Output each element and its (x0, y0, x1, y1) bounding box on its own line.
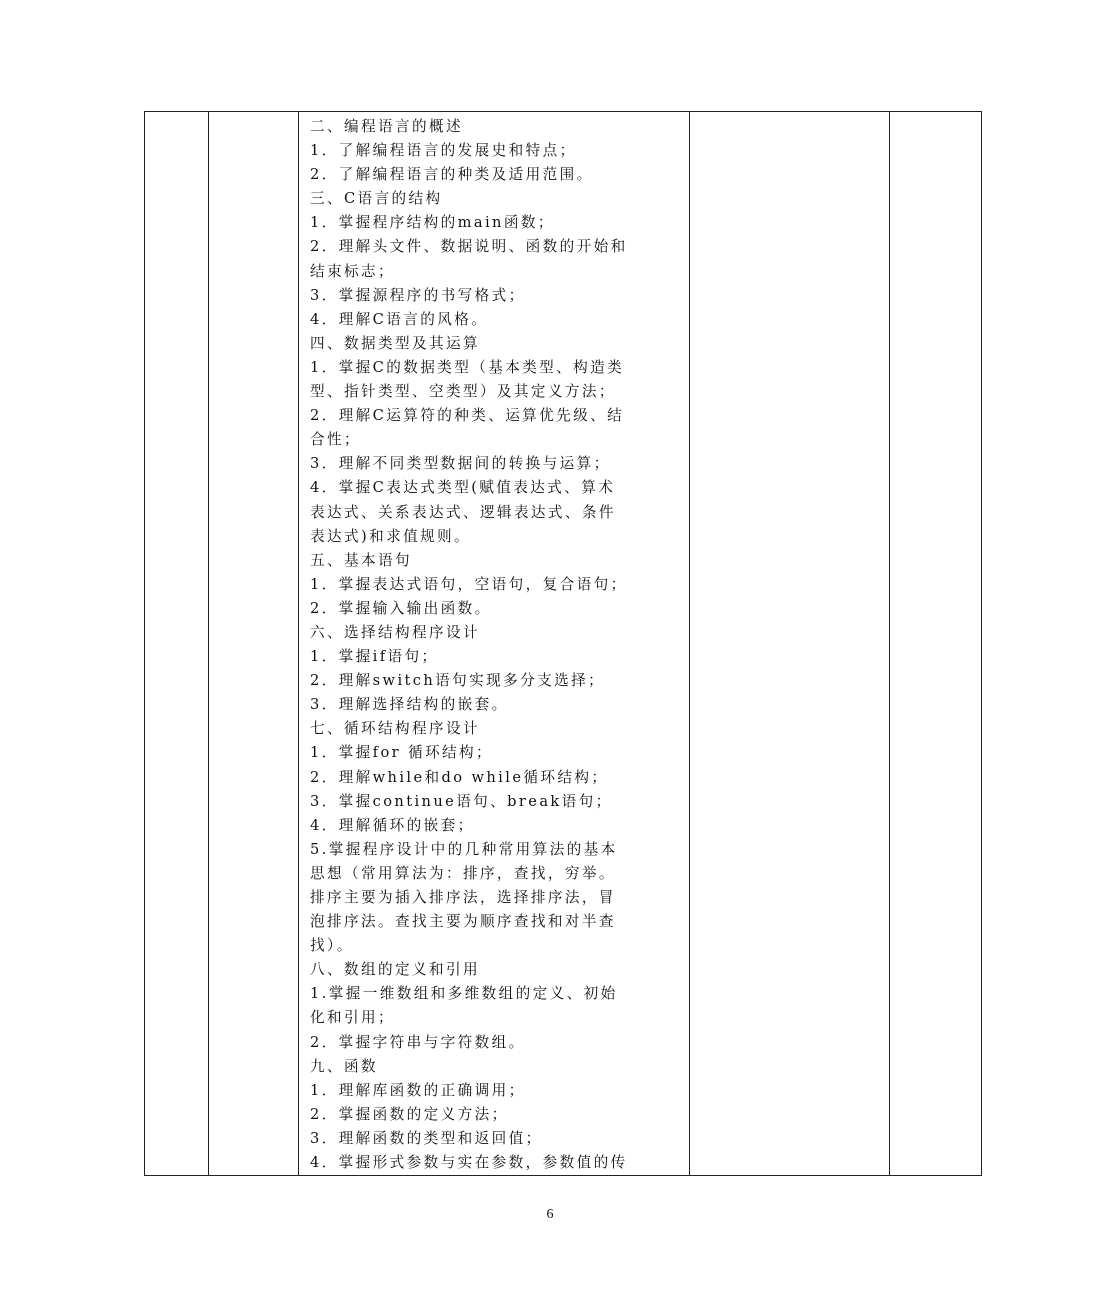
content-line: 泡排序法。查找主要为顺序查找和对半查 (310, 913, 616, 931)
content-line: 排序主要为插入排序法，选择排序法，冒 (310, 889, 616, 906)
content-line: 型、指针类型、空类型）及其定义方法； (310, 383, 616, 401)
content-line: 4．掌握C表达式类型(赋值表达式、算术 (310, 479, 616, 497)
content-line: 3．掌握源程序的书写格式； (310, 286, 526, 304)
content-line: 1．掌握程序结构的main函数； (310, 214, 555, 232)
content-line: 表达式)和求值规则。 (310, 527, 472, 545)
content-line: 3．理解函数的类型和返回值； (310, 1129, 543, 1147)
content-line: 化和引用； (310, 1009, 395, 1027)
content-line: 2．理解头文件、数据说明、函数的开始和 (310, 238, 628, 256)
content-line: 3．理解不同类型数据间的转换与运算； (310, 455, 611, 473)
page-number: 6 (546, 1207, 554, 1222)
content-line: 三、C语言的结构 (310, 190, 443, 208)
content-line: 1．理解库函数的正确调用； (310, 1081, 526, 1099)
content-line: 五、基本语句 (310, 551, 412, 569)
empty-cell-col-1 (145, 112, 209, 1176)
content-lines (310, 115, 681, 1175)
content-line: 1．掌握表达式语句，空语句，复合语句； (310, 575, 628, 593)
content-line: 4．理解循环的嵌套； (310, 816, 475, 834)
table-row (145, 112, 982, 1176)
content-line: 1．了解编程语言的发展史和特点； (310, 142, 577, 160)
content-line: 4．理解C语言的风格。 (310, 310, 489, 328)
content-line: 找）。 (310, 937, 354, 955)
content-line: 4．掌握形式参数与实在参数，参数值的传 (310, 1154, 628, 1172)
empty-cell-col-2 (209, 112, 299, 1176)
content-line: 表达式、关系表达式、逻辑表达式、条件 (310, 503, 616, 521)
content-line: 2．掌握字符串与字符数组。 (310, 1033, 526, 1051)
content-line: 2．了解编程语言的种类及适用范围。 (310, 166, 594, 184)
content-line: 二、编程语言的概述 (310, 118, 463, 135)
syllabus-table (144, 111, 982, 1176)
content-line: 合性； (310, 431, 361, 449)
content-line: 1.掌握一维数组和多维数组的定义、初始 (310, 985, 618, 1003)
content-line: 3．理解选择结构的嵌套。 (310, 696, 509, 714)
content-line: 七、循环结构程序设计 (310, 720, 480, 738)
content-line: 九、函数 (310, 1057, 378, 1075)
content-line: 六、选择结构程序设计 (310, 623, 480, 641)
content-line: 1．掌握C的数据类型（基本类型、构造类 (310, 358, 625, 376)
content-line: 四、数据类型及其运算 (310, 334, 480, 352)
content-line: 5.掌握程序设计中的几种常用算法的基本 (310, 840, 618, 858)
content-line: 八、数组的定义和引用 (310, 961, 480, 979)
content-line: 2．掌握输入输出函数。 (310, 599, 492, 617)
content-line: 2．理解while和do while循环结构； (310, 768, 609, 786)
content-line: 2．理解C运算符的种类、运算优先级、结 (310, 407, 625, 425)
content-line: 1．掌握if语句； (310, 648, 439, 666)
content-cell (299, 112, 690, 1176)
content-line: 3．掌握continue语句、break语句； (310, 792, 613, 810)
content-line: 2．理解switch语句实现多分支选择； (310, 672, 606, 690)
content-line: 思想（常用算法为：排序，查找，穷举。 (310, 864, 616, 882)
content-line: 结束标志； (310, 262, 395, 280)
empty-cell-col-5 (890, 112, 982, 1176)
content-line: 1．掌握for 循环结构； (310, 744, 494, 762)
empty-cell-col-4 (690, 112, 890, 1176)
content-line: 2．掌握函数的定义方法； (310, 1105, 509, 1123)
